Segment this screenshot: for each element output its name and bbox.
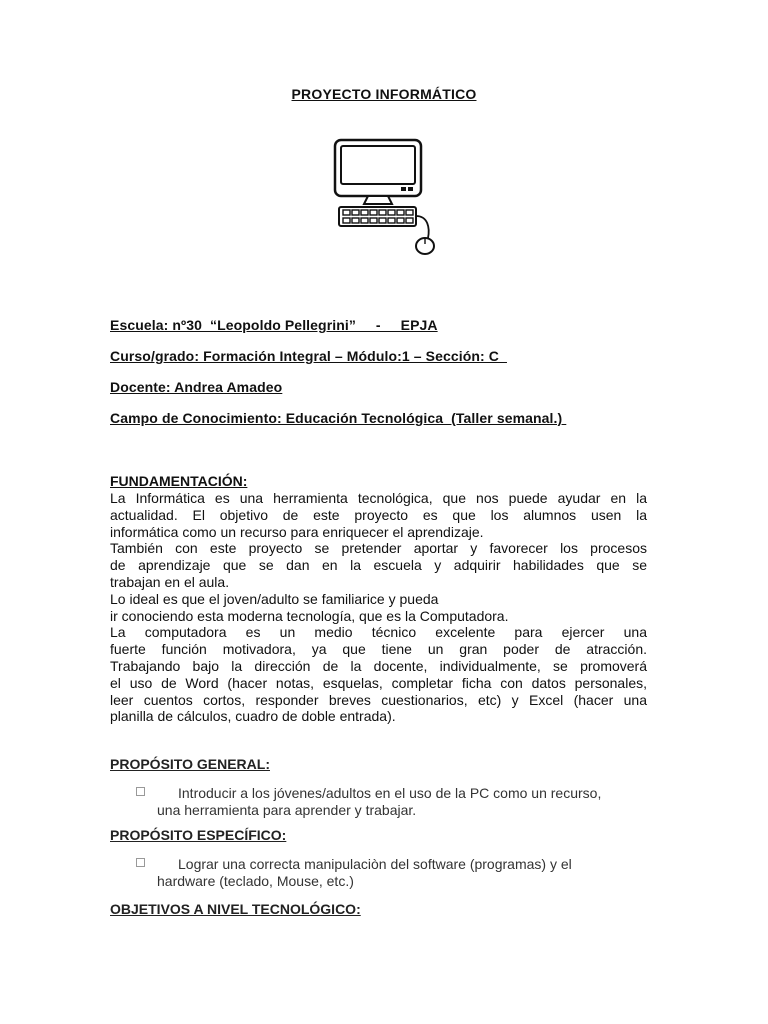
paragraph-line: trabajan en el aula. bbox=[110, 573, 230, 590]
teacher-line: Docente: Andrea Amadeo bbox=[110, 379, 283, 395]
list-item bbox=[110, 785, 670, 819]
paragraph-line: fuerte función motivadora, ya que tiene un gran poder de atracción. bbox=[110, 641, 647, 658]
proposito-general-heading: PROPÓSITO GENERAL: bbox=[110, 756, 270, 772]
knowledge-field-line: Campo de Conocimiento: Educación Tecnológica (Taller semanal.) bbox=[110, 410, 567, 426]
paragraph-line: La computadora es un medio técnico excelente para ejercer una bbox=[110, 624, 647, 641]
paragraph-line: informática como un recurso para enriquecer el aprendizaje. bbox=[110, 523, 484, 540]
paragraph-line: También con este proyecto se pretender aportar y favorecer los procesos bbox=[110, 540, 647, 557]
course-line: Curso/grado: Formación Integral – Módulo:1 – Sección: C bbox=[110, 348, 507, 364]
proposito-especifico-heading: PROPÓSITO ESPECÍFICO: bbox=[110, 827, 287, 843]
paragraph-line: de aprendizaje que se dan en la escuela y adquirir habilidades que se bbox=[110, 557, 647, 574]
list-item-text: Introducir a los jóvenes/adultos en el uso de la PC como un recurso, bbox=[178, 785, 602, 801]
list-item bbox=[110, 856, 670, 890]
list-item-text: Lograr una correcta manipulaciòn del software (programas) y el bbox=[178, 856, 572, 872]
fundamentacion-body bbox=[110, 490, 647, 725]
paragraph-line: leer cuentos cortos, responder breves cuestionarios, etc) y Excel (hacer una bbox=[110, 691, 647, 708]
objetivos-heading: OBJETIVOS A NIVEL TECNOLÓGICO: bbox=[110, 901, 361, 917]
computer-icon bbox=[328, 138, 438, 260]
paragraph-line: La Informática es una herramienta tecnológica, que nos puede ayudar en la bbox=[110, 490, 647, 506]
paragraph-line: Lo ideal es que el joven/adulto se familiarice y pueda bbox=[110, 590, 439, 607]
fundamentacion-heading: FUNDAMENTACIÓN: bbox=[110, 473, 248, 489]
paragraph-line: el uso de Word (hacer notas, esquelas, completar ficha con datos personales, bbox=[110, 674, 647, 691]
school-line: Escuela: nº30 “Leopoldo Pellegrini” - EPJA bbox=[110, 317, 438, 333]
paragraph-line: ir conociendo esta moderna tecnología, que es la Computadora. bbox=[110, 607, 509, 624]
bullet-square-icon bbox=[136, 858, 145, 867]
document-title: PROYECTO INFORMÁTICO bbox=[291, 86, 477, 102]
bullet-square-icon bbox=[136, 787, 145, 796]
paragraph-line: planilla de cálculos, cuadro de doble entrada). bbox=[110, 708, 396, 725]
paragraph-line: Trabajando bajo la dirección de la docente, individualmente, se promoverá bbox=[110, 657, 647, 674]
paragraph-line: actualidad. El objetivo de este proyecto es que los alumnos usen la bbox=[110, 506, 647, 523]
list-item-text: una herramienta para aprender y trabajar. bbox=[157, 801, 417, 818]
list-item-text: hardware (teclado, Mouse, etc.) bbox=[157, 872, 354, 889]
